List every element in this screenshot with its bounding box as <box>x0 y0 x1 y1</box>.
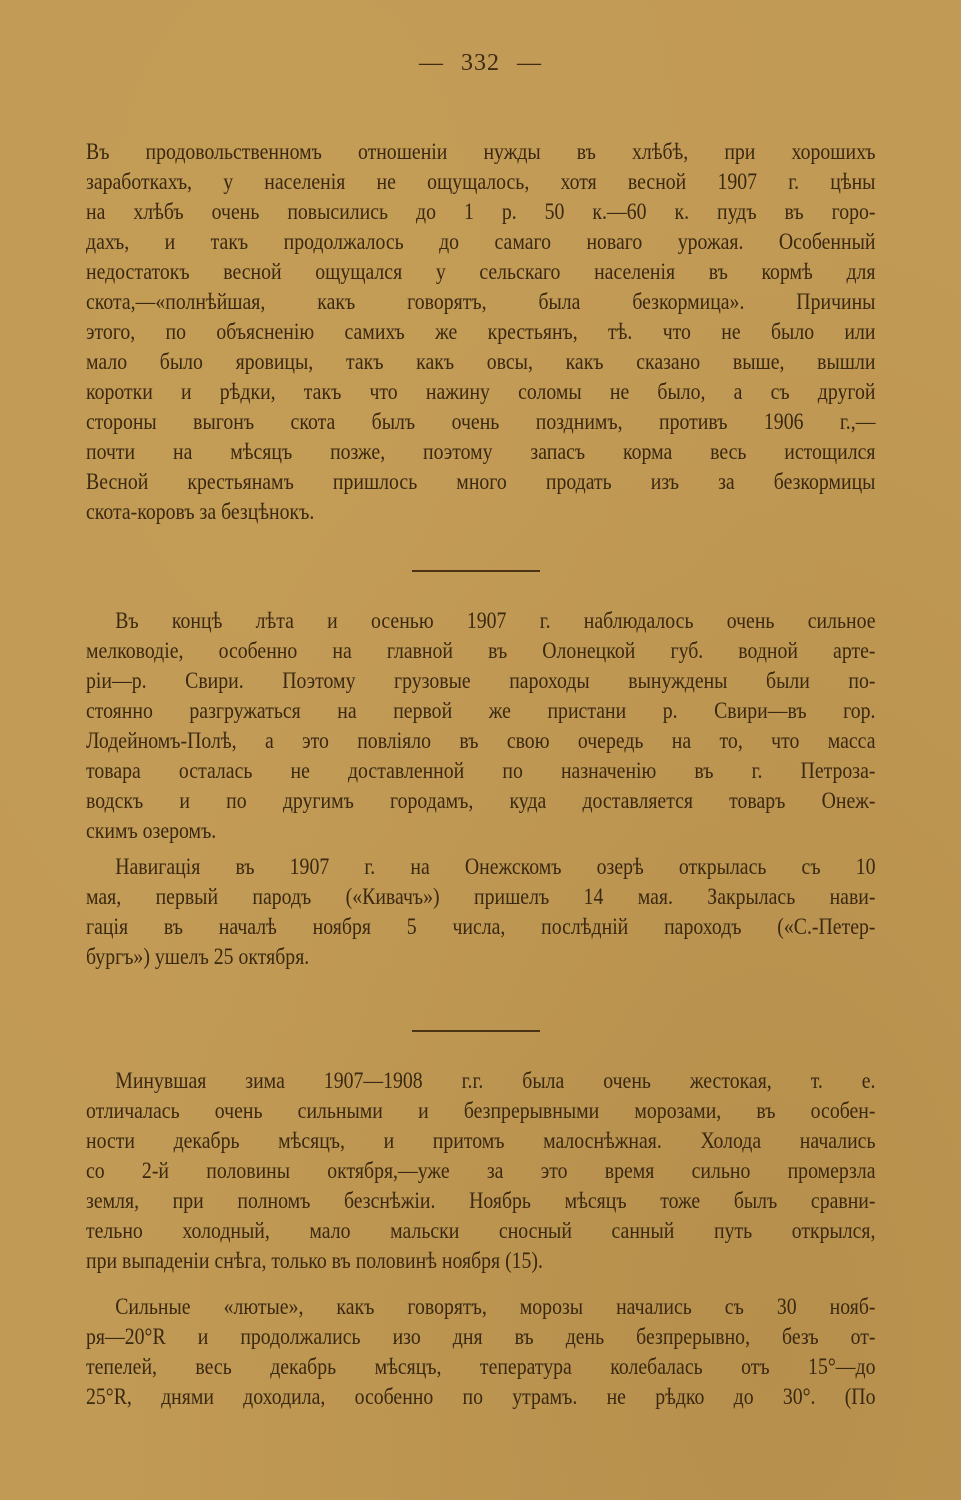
text-line: тепелей, весь декабрь мѣсяцъ, тепература колебалась отъ 15°—до <box>86 1354 876 1379</box>
text-line: водскъ и по другимъ городамъ, куда доставляется товаръ Онеж- <box>86 788 876 813</box>
text-line: Сильные «лютые», какъ говорятъ, морозы начались съ 30 нояб- <box>115 1294 876 1319</box>
section-separator <box>412 1030 540 1032</box>
paragraph <box>86 852 876 972</box>
section-food-supply <box>86 137 876 527</box>
page-number-value: 332 <box>461 50 500 76</box>
text-line: скота-коровъ за безцѣнокъ. <box>86 499 315 524</box>
text-line: 25°R, днями доходила, особенно по утрамъ. не рѣдко до 30°. (По <box>86 1384 876 1409</box>
text-line: скота,—«полнѣйшая, какъ говорятъ, была безкормица». Причины <box>86 289 876 314</box>
text-line: гація въ началѣ ноября 5 числа, послѣдній пароходъ («С.-Петер- <box>86 914 876 939</box>
text-line: скимъ озеромъ. <box>86 818 217 843</box>
text-line: бургъ») ушелъ 25 октября. <box>86 944 310 969</box>
text-line: заработкахъ, у населенія не ощущалось, хотя весной 1907 г. цѣны <box>86 169 876 194</box>
text-line: Навигація въ 1907 г. на Онежскомъ озерѣ открылась съ 10 <box>115 854 876 879</box>
text-line: земля, при полномъ безснѣжіи. Ноябрь мѣсяцъ тоже былъ сравни- <box>86 1188 876 1213</box>
text-line: отличалась очень сильными и безпрерывными морозами, въ особен- <box>86 1098 876 1123</box>
text-line: Лодейномъ-Полѣ, а это повліяло въ свою очередь на то, что масса <box>86 728 876 753</box>
text-line: стороны выгонъ скота былъ очень позднимъ, противъ 1906 г.,— <box>86 409 876 434</box>
text-line: мая, первый пародъ («Кивачъ») пришелъ 14 мая. Закрылась нави- <box>86 884 876 909</box>
text-line: Въ концѣ лѣта и осенью 1907 г. наблюдалось очень сильное <box>115 608 876 633</box>
paragraph <box>86 1066 876 1276</box>
page-number-dash-right: — <box>517 50 542 76</box>
section-separator <box>412 570 540 572</box>
paragraph <box>86 606 876 846</box>
text-line: на хлѣбъ очень повысились до 1 р. 50 к.—60 к. пудъ въ горо- <box>86 199 876 224</box>
page-number <box>0 50 961 77</box>
text-line: ря—20°R и продолжались изо дня въ день безпрерывно, безъ от- <box>86 1324 876 1349</box>
text-line: мало было яровицы, такъ какъ овсы, какъ сказано выше, вышли <box>86 349 876 374</box>
text-line: стоянно разгружаться на первой же пристани р. Свири—въ гор. <box>86 698 876 723</box>
text-line: дахъ, и такъ продолжалось до самаго новаго урожая. Особенный <box>86 229 876 254</box>
text-line: почти на мѣсяцъ позже, поэтому запасъ корма весь истощился <box>86 439 876 464</box>
text-line: товара осталась не доставленной по назначенію въ г. Петроза- <box>86 758 876 783</box>
text-line: мелководіе, особенно на главной въ Олонецкой губ. водной арте- <box>86 638 876 663</box>
text-line: ріи—р. Свири. Поэтому грузовые пароходы вынуждены были по- <box>86 668 876 693</box>
text-line: коротки и рѣдки, такъ что нажину соломы не было, а съ другой <box>86 379 876 404</box>
text-line: этого, по объясненію самихъ же крестьянъ, тѣ. что не было или <box>86 319 876 344</box>
text-line: тельно холодный, мало мальски сносный санный путь открылся, <box>86 1218 876 1243</box>
section-navigation <box>86 606 876 972</box>
page-number-dash-left: — <box>419 50 444 76</box>
text-line: при выпаденіи снѣга, только въ половинѣ ноября (15). <box>86 1248 543 1273</box>
text-line: Минувшая зима 1907—1908 г.г. была очень жестокая, т. е. <box>115 1068 876 1093</box>
paragraph <box>86 1292 876 1412</box>
text-line: Весной крестьянамъ пришлось много продать изъ за безкормицы <box>86 469 876 494</box>
text-line: Въ продовольственномъ отношеніи нужды въ хлѣбѣ, при хорошихъ <box>86 139 876 164</box>
text-line: со 2-й половины октября,—уже за это время сильно промерзла <box>86 1158 876 1183</box>
section-winter <box>86 1066 876 1412</box>
text-line: ности декабрь мѣсяцъ, и притомъ малоснѣжная. Холода начались <box>86 1128 876 1153</box>
text-line: недостатокъ весной ощущался у сельскаго населенія въ кормѣ для <box>86 259 876 284</box>
paragraph <box>86 137 876 527</box>
